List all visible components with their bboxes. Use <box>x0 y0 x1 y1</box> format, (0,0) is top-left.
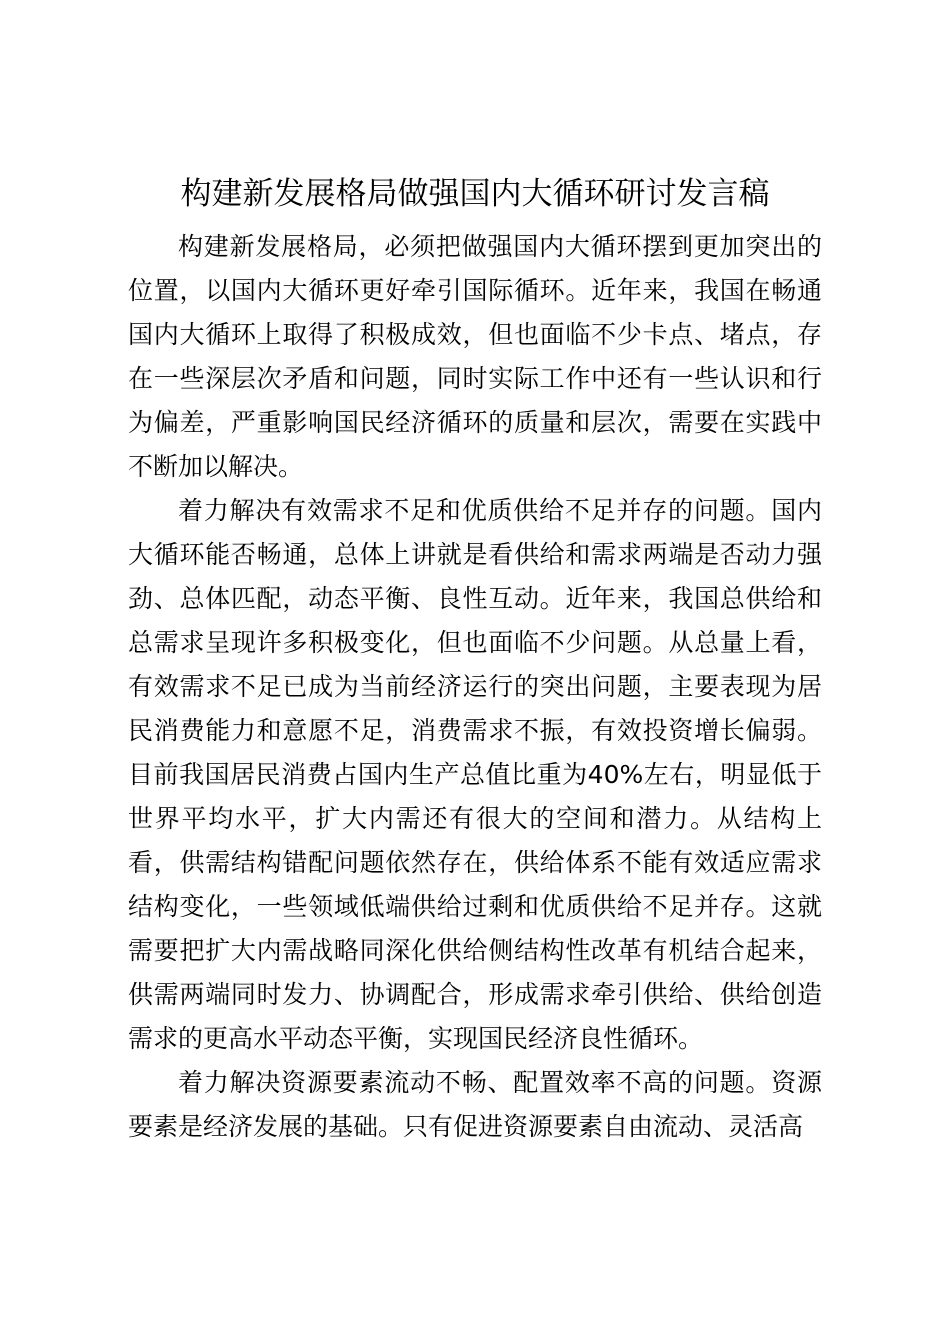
paragraph-resource-factors: 着力解决资源要素流动不畅、配置效率不高的问题。资源要素是经济发展的基础。只有促进资源要素自由流动、灵活高 <box>128 1068 822 1141</box>
paragraph-intro: 构建新发展格局，必须把做强国内大循环摆到更加突出的位置，以国内大循环更好牵引国际循环。近年来，我国在畅通国内大循环上取得了积极成效，但也面临不少卡点、堵点，存在一些深层次矛盾和问题，同时实际工作中还有一些认识和行为偏差，严重影响国民经济循环的质量和层次，需要在实践中不断加以解决。 <box>128 232 822 481</box>
paragraph-supply-demand: 着力解决有效需求不足和优质供给不足并存的问题。国内大循环能否畅通，总体上讲就是看供给和需求两端是否动力强劲、总体匹配，动态平衡、良性互动。近年来，我国总供给和总需求呈现许多积极变化，但也面临不少问题。从总量上看，有效需求不足已成为当前经济运行的突出问题，主要表现为居民消费能力和意愿不足，消费需求不振，有效投资增长偏弱。目前我国居民消费占国内生产总值比重为40%左右，明显低于世界平均水平，扩大内需还有很大的空间和潜力。从结构上看，供需结构错配问题依然存在，供给体系不能有效适应需求结构变化，一些领域低端供给过剩和优质供给不足并存。这就需要把扩大内需战略同深化供给侧结构性改革有机结合起来，供需两端同时发力、协调配合，形成需求牵引供给、供给创造需求的更高水平动态平衡，实现国民经济良性循环。 <box>128 496 822 1053</box>
document-title: 构建新发展格局做强国内大循环研讨发言稿 <box>180 176 770 212</box>
document-body <box>128 225 822 1149</box>
